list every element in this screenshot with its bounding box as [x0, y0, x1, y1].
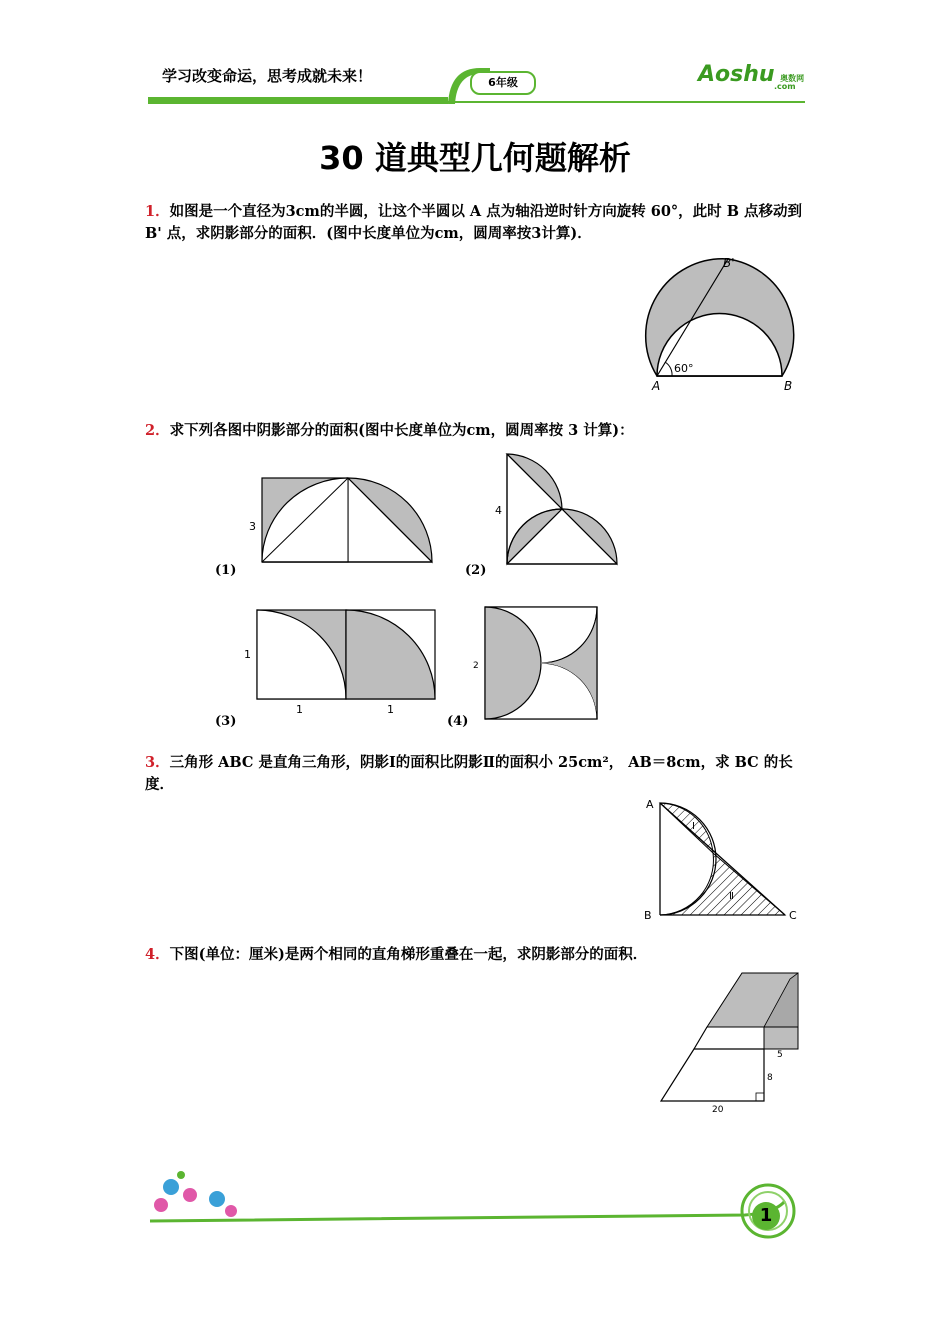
question-3-number: 3．: [145, 754, 170, 771]
dim-f1-side: 3: [249, 520, 256, 533]
label-60deg: 60°: [674, 362, 694, 375]
question-1-text: 如图是一个直径为3cm的半圆，让这个半圆以 A 点为轴沿逆时针方向旋转 60°，此时 B 点移动到 B' 点，求阴影部分的面积．(图中长度单位为cm，圆周率按3计算)．: [145, 203, 803, 242]
dim-f3-w1: 1: [296, 703, 303, 715]
label-q3-c: C: [789, 909, 797, 922]
label-a: A: [652, 379, 661, 393]
dim-f3-height: 1: [244, 648, 251, 661]
question-4-text: 下图(单位：厘米)是两个相同的直角梯形重叠在一起，求阴影部分的面积．: [169, 946, 648, 963]
label-bprime: B': [723, 256, 735, 270]
figure-q2-3: [240, 605, 440, 715]
label-fig2: (2): [465, 563, 487, 578]
aoshu-logo: [698, 62, 805, 91]
figure-q3: [640, 795, 810, 925]
dim-q4-8: 8: [767, 1073, 773, 1083]
dim-f2-side: 4: [495, 504, 502, 517]
question-3-text: 三角形 ABC 是直角三角形，阴影Ⅰ的面积比阴影Ⅱ的面积小 25cm²， AB＝8cm，求 BC 的长度．: [145, 754, 793, 793]
question-3: [145, 752, 810, 796]
logo-text: Aoshu: [698, 62, 775, 87]
question-2: [145, 420, 810, 442]
logo-domain: .com: [774, 82, 796, 91]
dim-f4-side: 2: [473, 661, 479, 671]
label-fig4: (4): [447, 714, 469, 729]
dim-q4-20: 20: [712, 1105, 724, 1115]
label-b: B: [784, 379, 793, 393]
label-region-1: Ⅰ: [692, 821, 695, 832]
figure-q2-1: [240, 470, 440, 570]
logo-cn: 奥数网: [780, 74, 805, 83]
dim-q4-5: 5: [777, 1050, 783, 1060]
page-title: 30 道典型几何题解析: [319, 139, 631, 177]
header-slogan: 学习改变命运，思考成就未来！: [162, 67, 373, 85]
grade-badge: 6年级: [470, 71, 536, 95]
page-number: 1: [752, 1202, 780, 1230]
figure-q1: [610, 250, 810, 395]
figure-q2-2: [488, 450, 628, 570]
footer-decoration: [145, 1165, 810, 1240]
question-2-number: 2．: [145, 422, 170, 439]
question-1-number: 1．: [145, 203, 170, 220]
question-2-text: 求下列各图中阴影部分的面积(图中长度单位为cm，圆周率按 3 计算)：: [169, 422, 634, 439]
question-4: [145, 944, 810, 966]
question-4-number: 4．: [145, 946, 170, 963]
figure-q4: [650, 965, 810, 1120]
label-fig1: (1): [215, 563, 237, 578]
label-fig3: (3): [215, 714, 237, 729]
label-q3-b: B: [644, 909, 652, 922]
figure-q2-4: [470, 600, 605, 725]
label-q3-a: A: [646, 798, 654, 811]
question-1: [145, 201, 810, 245]
dim-f3-w2: 1: [387, 703, 394, 715]
label-region-2: Ⅱ: [729, 891, 734, 902]
